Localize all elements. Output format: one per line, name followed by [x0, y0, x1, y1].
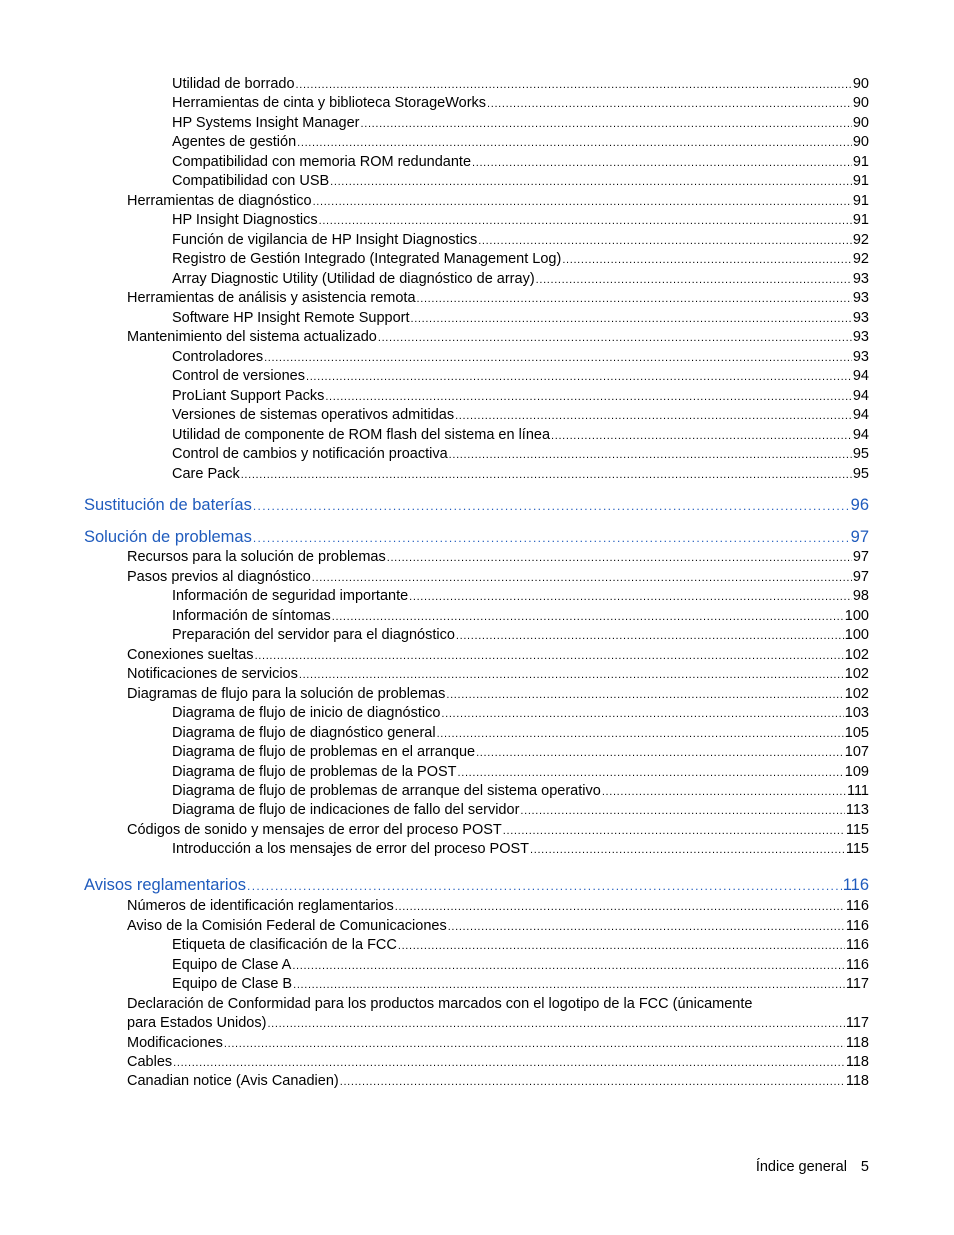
toc-page-number: 97 — [852, 569, 869, 585]
toc-entry[interactable] — [172, 724, 869, 743]
toc-entry-label: Herramientas de análisis y asistencia remota — [127, 290, 416, 306]
toc-entry[interactable] — [172, 782, 869, 801]
toc-page-number: 90 — [852, 95, 869, 111]
toc-page-number: 105 — [844, 725, 869, 741]
toc-entry[interactable] — [127, 917, 869, 936]
toc-leader-dots — [449, 446, 852, 464]
toc-leader-dots — [173, 1054, 845, 1072]
toc-entry[interactable] — [127, 665, 869, 684]
toc-page-number: 90 — [852, 115, 869, 131]
toc-page-number: 91 — [852, 154, 869, 170]
toc-entry-label: Aviso de la Comisión Federal de Comunicaciones — [127, 918, 447, 934]
toc-entry-label: Registro de Gestión Integrado (Integrated Management Log) — [172, 251, 562, 267]
toc-entry-label: Números de identificación reglamentarios — [127, 898, 394, 914]
toc-entry[interactable] — [172, 936, 869, 955]
toc-leader-dots — [264, 349, 852, 367]
toc-leader-dots — [292, 957, 845, 975]
toc-leader-dots — [476, 744, 844, 762]
toc-entry-label: Diagrama de flujo de problemas en el arranque — [172, 744, 476, 760]
toc-page-number: 103 — [844, 705, 869, 721]
toc-entry[interactable] — [127, 548, 869, 567]
toc-entry[interactable] — [127, 646, 869, 665]
toc-entry-label: Diagrama de flujo de diagnóstico general — [172, 725, 436, 741]
toc-leader-dots — [319, 212, 852, 230]
toc-page-number: 118 — [845, 1054, 869, 1070]
toc-entry-label: HP Systems Insight Manager — [172, 115, 360, 131]
toc-page-number: 98 — [852, 588, 869, 604]
toc-entry[interactable] — [172, 587, 869, 606]
toc-entry-label: Función de vigilancia de HP Insight Diagnostics — [172, 232, 478, 248]
toc-chapter-link[interactable] — [84, 874, 869, 896]
toc-leader-dots — [253, 527, 850, 548]
toc-entry[interactable] — [172, 801, 869, 820]
toc-entry-label: Sustitución de baterías — [84, 496, 252, 514]
toc-entry-label: Agentes de gestión — [172, 134, 297, 150]
toc-entry-label: Array Diagnostic Utility (Utilidad de diagnóstico de array) — [172, 271, 535, 287]
toc-entry[interactable] — [172, 626, 869, 645]
toc-leader-dots — [417, 290, 852, 308]
toc-entry-label: Cables — [127, 1054, 173, 1070]
toc-page-number: 97 — [850, 528, 869, 546]
toc-entry[interactable] — [127, 192, 869, 211]
toc-leader-dots — [536, 271, 852, 289]
page-footer — [756, 1158, 869, 1177]
toc-entry[interactable] — [127, 821, 869, 840]
toc-leader-dots — [255, 647, 844, 665]
toc-entry-label: Diagrama de flujo de problemas de la POST — [172, 764, 457, 780]
toc-leader-dots — [387, 549, 852, 567]
toc-entry[interactable] — [172, 309, 869, 328]
toc-entry-label: Herramientas de diagnóstico — [127, 193, 312, 209]
toc-leader-dots — [267, 1015, 844, 1033]
toc-page-number: 92 — [852, 232, 869, 248]
toc-entry-label: Care Pack — [172, 466, 240, 482]
toc-entry[interactable] — [172, 607, 869, 626]
toc-entry[interactable] — [172, 94, 869, 113]
toc-entry-label: HP Insight Diagnostics — [172, 212, 318, 228]
toc-page-number: 116 — [845, 937, 869, 953]
toc-page-number: 93 — [852, 329, 869, 345]
toc-entry-label: Pasos previos al diagnóstico — [127, 569, 311, 585]
toc-entry[interactable] — [172, 975, 869, 994]
toc-entry-label: Información de síntomas — [172, 608, 331, 624]
toc-page-number: 117 — [845, 976, 869, 992]
toc-entry-label: Control de versiones — [172, 368, 305, 384]
toc-entry-label: Equipo de Clase B — [172, 976, 293, 992]
toc-page-number: 102 — [844, 686, 869, 702]
toc-leader-dots — [458, 764, 844, 782]
toc-entry-label: Diagrama de flujo de indicaciones de fallo del servidor — [172, 802, 520, 818]
toc-entry[interactable] — [172, 367, 869, 386]
toc-leader-dots — [530, 841, 845, 859]
toc-entry[interactable] — [172, 153, 869, 172]
toc-leader-dots — [455, 407, 852, 425]
toc-page-number: 116 — [845, 898, 869, 914]
toc-entry-label: Avisos reglamentarios — [84, 876, 247, 894]
toc-page-number: 113 — [845, 802, 869, 818]
toc-entry-label: Diagramas de flujo para la solución de problemas — [127, 686, 446, 702]
toc-entry[interactable] — [172, 445, 869, 464]
toc-entry-label: Notificaciones de servicios — [127, 666, 298, 682]
toc-page-number: 93 — [852, 290, 869, 306]
toc-entry[interactable] — [172, 348, 869, 367]
toc-entry[interactable] — [127, 328, 869, 347]
toc-leader-dots — [503, 822, 845, 840]
toc-entry[interactable] — [127, 897, 869, 916]
toc-leader-dots — [446, 686, 843, 704]
toc-leader-dots — [398, 937, 845, 955]
toc-leader-dots — [395, 898, 845, 916]
toc-entry[interactable] — [172, 172, 869, 191]
toc-leader-dots — [330, 173, 852, 191]
toc-entry-label: Diagrama de flujo de problemas de arranque del sistema operativo — [172, 783, 601, 799]
toc-entry-label: Etiqueta de clasificación de la FCC — [172, 937, 397, 953]
toc-entry-label: para Estados Unidos) — [127, 1015, 267, 1031]
toc-page-number: 91 — [852, 173, 869, 189]
toc-page-number: 91 — [852, 212, 869, 228]
toc-leader-dots — [312, 569, 852, 587]
toc-leader-dots — [224, 1035, 845, 1053]
toc-leader-dots — [378, 329, 852, 347]
toc-entry-label: ProLiant Support Packs — [172, 388, 325, 404]
toc-leader-dots — [472, 154, 852, 172]
toc-entry-label: Canadian notice (Avis Canadien) — [127, 1073, 339, 1089]
toc-leader-dots — [241, 466, 852, 484]
toc-leader-dots — [520, 802, 844, 820]
toc-entry[interactable] — [172, 231, 869, 250]
toc-leader-dots — [551, 427, 852, 445]
toc-entry[interactable] — [127, 1072, 869, 1091]
toc-leader-dots — [313, 193, 852, 211]
toc-entry[interactable] — [127, 568, 869, 587]
toc-page-number: 118 — [845, 1035, 869, 1051]
toc-entry-label: Utilidad de borrado — [172, 76, 295, 92]
toc-page-number: 94 — [852, 407, 869, 423]
toc-entry[interactable] — [172, 250, 869, 269]
toc-page-number: 100 — [844, 608, 869, 624]
toc-page-number: 100 — [844, 627, 869, 643]
toc-leader-dots — [299, 666, 844, 684]
toc-entry[interactable] — [172, 270, 869, 289]
toc-page-number: 97 — [852, 549, 869, 565]
toc-entry-label: Preparación del servidor para el diagnóstico — [172, 627, 455, 643]
toc-page-number: 102 — [844, 647, 869, 663]
toc-leader-dots — [456, 627, 844, 645]
toc-entry-label: Compatibilidad con USB — [172, 173, 330, 189]
toc-leader-dots — [448, 918, 845, 936]
toc-leader-dots — [487, 95, 852, 113]
footer-page-number: 5 — [860, 1159, 869, 1175]
toc-entry-label: Equipo de Clase A — [172, 957, 292, 973]
toc-leader-dots — [361, 115, 852, 133]
toc-entry[interactable] — [127, 1014, 869, 1033]
toc-page-number: 90 — [852, 76, 869, 92]
toc-leader-dots — [253, 495, 850, 516]
toc-leader-dots — [411, 310, 852, 328]
toc-entry[interactable] — [172, 387, 869, 406]
toc-entry[interactable] — [127, 1034, 869, 1053]
toc-leader-dots — [478, 232, 852, 250]
toc-entry[interactable] — [172, 211, 869, 230]
toc-page-number: 116 — [845, 957, 869, 973]
toc-page-number: 109 — [844, 764, 869, 780]
toc-entry[interactable] — [172, 704, 869, 723]
toc-page-number: 102 — [844, 666, 869, 682]
toc-entry[interactable] — [172, 114, 869, 133]
toc-page-number: 116 — [845, 918, 869, 934]
toc-page-number: 94 — [852, 388, 869, 404]
toc-entry-label: Conexiones sueltas — [127, 647, 254, 663]
toc-entry-label: Información de seguridad importante — [172, 588, 409, 604]
toc-page-number: 115 — [845, 822, 869, 838]
toc-entry[interactable] — [127, 1053, 869, 1072]
toc-entry-label: Solución de problemas — [84, 528, 252, 546]
toc-page-number: 116 — [842, 876, 869, 894]
toc-chapter-link[interactable] — [84, 526, 869, 548]
toc-leader-dots — [325, 388, 852, 406]
toc-page-number: 91 — [852, 193, 869, 209]
toc-leader-dots — [332, 608, 844, 626]
toc-entry-label: Software HP Insight Remote Support — [172, 310, 410, 326]
toc-entry-label: Herramientas de cinta y biblioteca StorageWorks — [172, 95, 487, 111]
toc-page-number: 92 — [852, 251, 869, 267]
toc-entry[interactable] — [172, 840, 869, 859]
toc-entry-label: Compatibilidad con memoria ROM redundante — [172, 154, 472, 170]
toc-leader-dots — [409, 588, 852, 606]
toc-leader-dots — [441, 705, 843, 723]
toc-page-number: 93 — [852, 271, 869, 287]
toc-leader-dots — [297, 134, 852, 152]
toc-leader-dots — [247, 875, 842, 896]
toc-entry-label: Declaración de Conformidad para los productos marcados con el logotipo de la FCC (únicamente — [127, 996, 753, 1012]
toc-entry-label: Mantenimiento del sistema actualizado — [127, 329, 377, 345]
toc-page-number: 94 — [852, 427, 869, 443]
toc-entry-label: Utilidad de componente de ROM flash del sistema en línea — [172, 427, 551, 443]
toc-leader-dots — [296, 76, 852, 94]
toc-page-number: 118 — [845, 1073, 869, 1089]
toc-entry-label: Controladores — [172, 349, 264, 365]
toc-entry[interactable] — [172, 465, 869, 484]
toc-leader-dots — [437, 725, 844, 743]
toc-page-number: 111 — [846, 783, 869, 799]
toc-leader-dots — [340, 1073, 845, 1091]
toc-entry[interactable] — [172, 743, 869, 762]
toc-entry[interactable] — [172, 956, 869, 975]
toc-entry[interactable] — [127, 685, 869, 704]
toc-entry[interactable] — [172, 406, 869, 425]
toc-page-number: 117 — [845, 1015, 869, 1031]
toc-entry-label: Introducción a los mensajes de error del proceso POST — [172, 841, 530, 857]
toc-page-number: 95 — [852, 446, 869, 462]
toc-page-number: 95 — [852, 466, 869, 482]
toc-leader-dots — [293, 976, 845, 994]
toc-entry[interactable] — [172, 75, 869, 94]
toc-entry-label: Modificaciones — [127, 1035, 223, 1051]
toc-page-number: 115 — [845, 841, 869, 857]
toc-entry[interactable] — [172, 426, 869, 445]
toc-page-number: 107 — [844, 744, 869, 760]
toc-page-number: 93 — [852, 349, 869, 365]
toc-page-number: 96 — [850, 496, 869, 514]
toc-page-number: 90 — [852, 134, 869, 150]
toc-entry-label: Diagrama de flujo de inicio de diagnóstico — [172, 705, 441, 721]
toc-entry-label: Recursos para la solución de problemas — [127, 549, 386, 565]
toc-entry-label: Control de cambios y notificación proactiva — [172, 446, 448, 462]
toc-leader-dots — [306, 368, 852, 386]
toc-entry[interactable] — [172, 763, 869, 782]
footer-section-title: Índice general — [755, 1159, 847, 1175]
toc-entry-label: Versiones de sistemas operativos admitidas — [172, 407, 455, 423]
toc-entry[interactable] — [127, 289, 869, 308]
toc-entry[interactable] — [172, 133, 869, 152]
toc-chapter-link[interactable] — [84, 494, 869, 516]
toc-page-number: 94 — [852, 368, 869, 384]
toc-entry-label: Códigos de sonido y mensajes de error del proceso POST — [127, 822, 502, 838]
toc-leader-dots — [602, 783, 846, 801]
toc-page-number: 93 — [852, 310, 869, 326]
toc-leader-dots — [562, 251, 852, 269]
